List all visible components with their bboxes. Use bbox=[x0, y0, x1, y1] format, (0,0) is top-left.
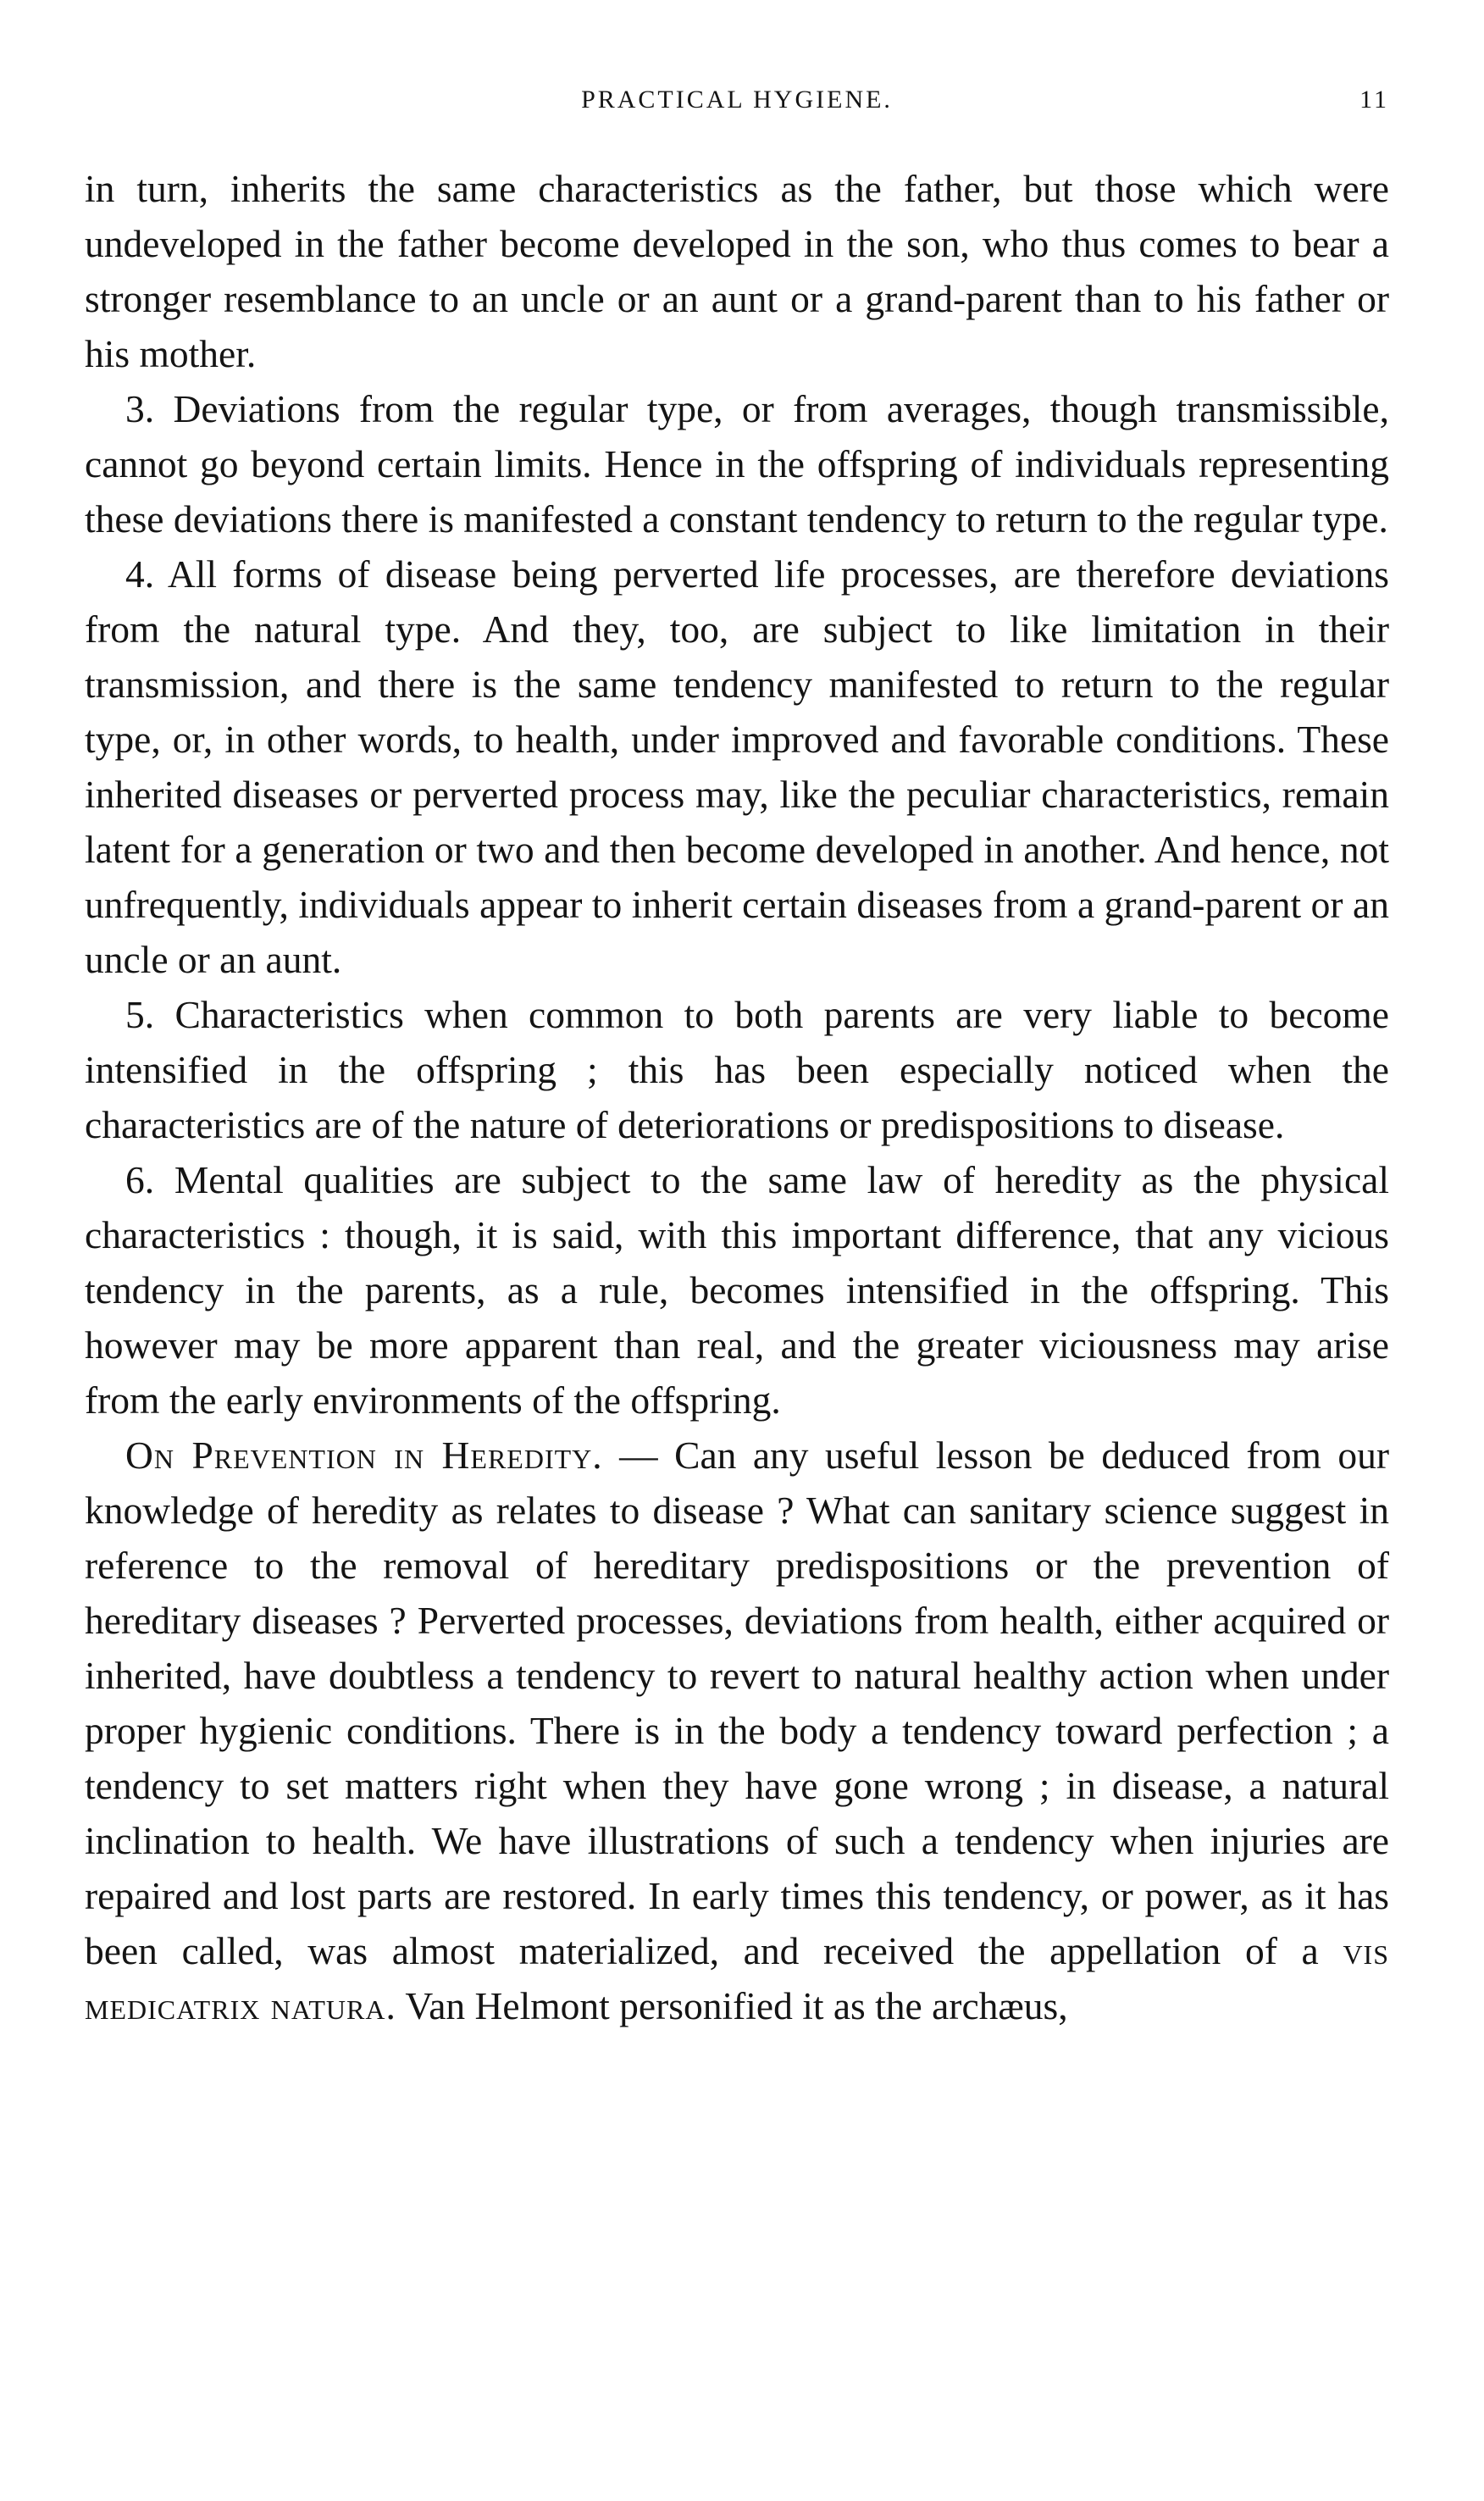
paragraph-text: in turn, inherits the same characteristics as the father, but those which were undeveloped in the father become developed in the son, who thus comes to bear a stronger resemblance to an uncle or an aunt or a grand-parent than to his father or his mother. bbox=[85, 167, 1389, 375]
paragraph-text: 6. Mental qualities are subject to the same law of heredity as the physical characteristics : though, it is said, with this important difference, that any vicious tendency in the parents, as a rule, becomes intensified in the offspring. This however may be more apparent than real, and the greater viciousness may arise from the early environments of the offspring. bbox=[85, 1158, 1389, 1422]
running-head bbox=[85, 83, 1389, 117]
paragraph-continued bbox=[85, 161, 1389, 381]
paragraph-text: 5. Characteristics when common to both parents are very liable to become intensified in the offspring ; this has been especially noticed when the characteristics are of the nature of deteriorations or predispositions to disease. bbox=[85, 993, 1389, 1146]
paragraph-text: 3. Deviations from the regular type, or from averages, though transmissible, cannot go beyond certain limits. Hence in the offspring of individuals representing these deviations there is manifested a constant tendency to return to the regular type. bbox=[85, 387, 1389, 541]
paragraph-prevention-in-heredity bbox=[85, 1428, 1389, 2033]
paragraph-point-5 bbox=[85, 987, 1389, 1152]
paragraph-text: 4. All forms of disease being perverted life processes, are therefore deviations from the natural type. And they, too, are subject to like limitation in their transmission, and there is the same tendency manifested to return to the regular type, or, in other words, to health, under improved and favorable conditions. These inherited diseases or perverted process may, like the peculiar characteristics, remain latent for a generation or two and then become developed in another. And hence, not unfrequently, individuals appear to inherit certain diseases from a grand-parent or an uncle or an aunt. bbox=[85, 552, 1389, 981]
paragraph-point-3 bbox=[85, 381, 1389, 546]
paragraph-text: — Can any useful lesson be deduced from our knowledge of heredity as relates to disease ? What can sanitary science suggest in reference to the removal of hereditary predispositions or the prevention of hereditary diseases ? Perverted processes, deviations from health, either acquired or inherited, have doubtless a tendency to revert to natural healthy action when under proper hygienic conditions. There is in the body a tendency toward perfection ; a tendency to set matters right when they have gone wrong ; in disease, a natural inclination to health. We have illustrations of such a tendency when injuries are repaired and lost parts are restored. In early times this tendency, or power, as it has been called, was almost materialized, and received the appellation of a bbox=[85, 1434, 1389, 1972]
section-heading: On Prevention in Heredity. bbox=[125, 1434, 603, 1477]
page-number: 11 bbox=[1359, 86, 1389, 114]
running-title: PRACTICAL HYGIENE. bbox=[581, 86, 893, 114]
paragraph-text-end: Van Helmont personified it as the archæus, bbox=[396, 1984, 1068, 2027]
paragraph-point-6 bbox=[85, 1152, 1389, 1428]
latin-term: vis medicatrix natura. bbox=[85, 1929, 1389, 2027]
body-text bbox=[85, 161, 1389, 2033]
paragraph-point-4 bbox=[85, 546, 1389, 987]
